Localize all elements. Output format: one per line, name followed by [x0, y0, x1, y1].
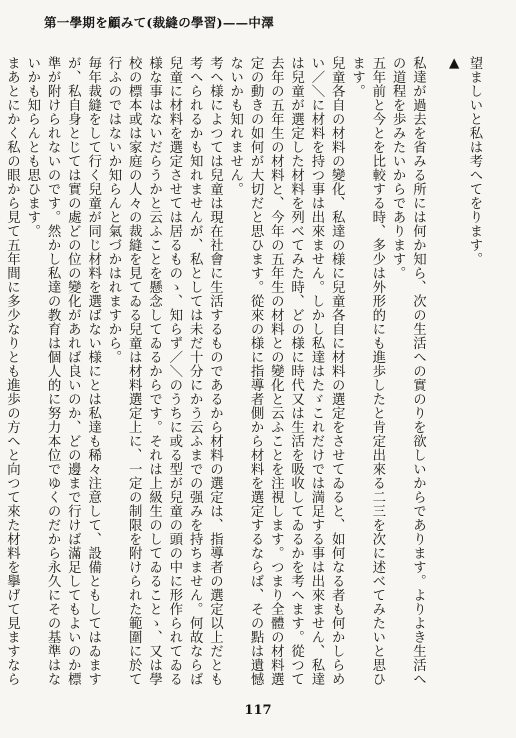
paragraph-selection-concern: 考へ様によつては兒童は現在社會に生活するものであるから材料の選定は、指導者の選定以上だとも考へられるかも知れませんが、私としては未だ十分にかう云ふまでの强みを持ちません。何故ならば兒童に材料を選定させては居るものゝ、知らず／＼のうちに或る型が兒童の頭の中に形作られてゐる様な事はないだらうかと云ふことを懸念してゐるからです。それは上級生のしてゐることゝ、又は學校の標本或は家庭の人々の裁縫を見てゐる兒童は材料選定上に、一定の制限を附けられた範圍に於て行ふのではないか知らんと氣づかはれますから。	[105, 56, 223, 686]
paragraph-closing-line: 望ましいと私は考へてをります。	[467, 56, 482, 266]
paragraph-material-change: 兒童各自の材料の變化、私達の様に兒童各自に材料の選定をさせてゐると、如何なる者も何かしらめい／＼に材料を持つ事は出來ません。しかし私達はたゞこれだけでは満足する事は出來ません、私達は兒童が選定した材料を列べてみた時、どの様に時代又は生活を吸收してゐるかを考へます。從つて去年の五年生の材料と、今年の五年生の材料との變化と云ふことを注視します。つまり全體の材料選定の動きの如何が大切だと思ひます。從來の様に指導者側から材料を選定するならば、その點は遺憾ないかも知れません。	[227, 56, 345, 686]
running-head: 第一學期を顧みて(裁縫の學習)——中澤	[44, 15, 275, 30]
page-number: 117	[244, 703, 272, 718]
section-divider-mark: ▲	[446, 56, 462, 72]
body-text	[4, 56, 484, 691]
paragraph-comparison: 五年前と今とを比較する時、多少は外形的にも進歩したと肯定出來る二三を次に述べてみたいと思ひます。	[349, 56, 385, 686]
paragraph-reflection: 私達が過去を省みる所には何か知ら、次の生活への實のりを欲しいからであります。よりよき生活への道程を歩みたいからであります。	[390, 56, 426, 686]
paragraph-progress-intro: まあとにかく私の眼から見て五年間に多少なりとも進歩の方へと向つて來た材料を擧げて見ますなら	[4, 56, 20, 686]
paragraph-yearly-variation: 毎年裁縫をして行く兒童が同じ材料を選ばない様にとは私達も稀々注意して、設備ともしてはゐますが、私自身とじては實の處どの位の變化があれば良いのか、どの邊まで行けば滿足してもよいのか標準が附けられないのです。然かし私達の教育は個人的に努力本位でゆくのだから永久にその基準はないかも知らんとも思ひます。	[24, 56, 101, 686]
